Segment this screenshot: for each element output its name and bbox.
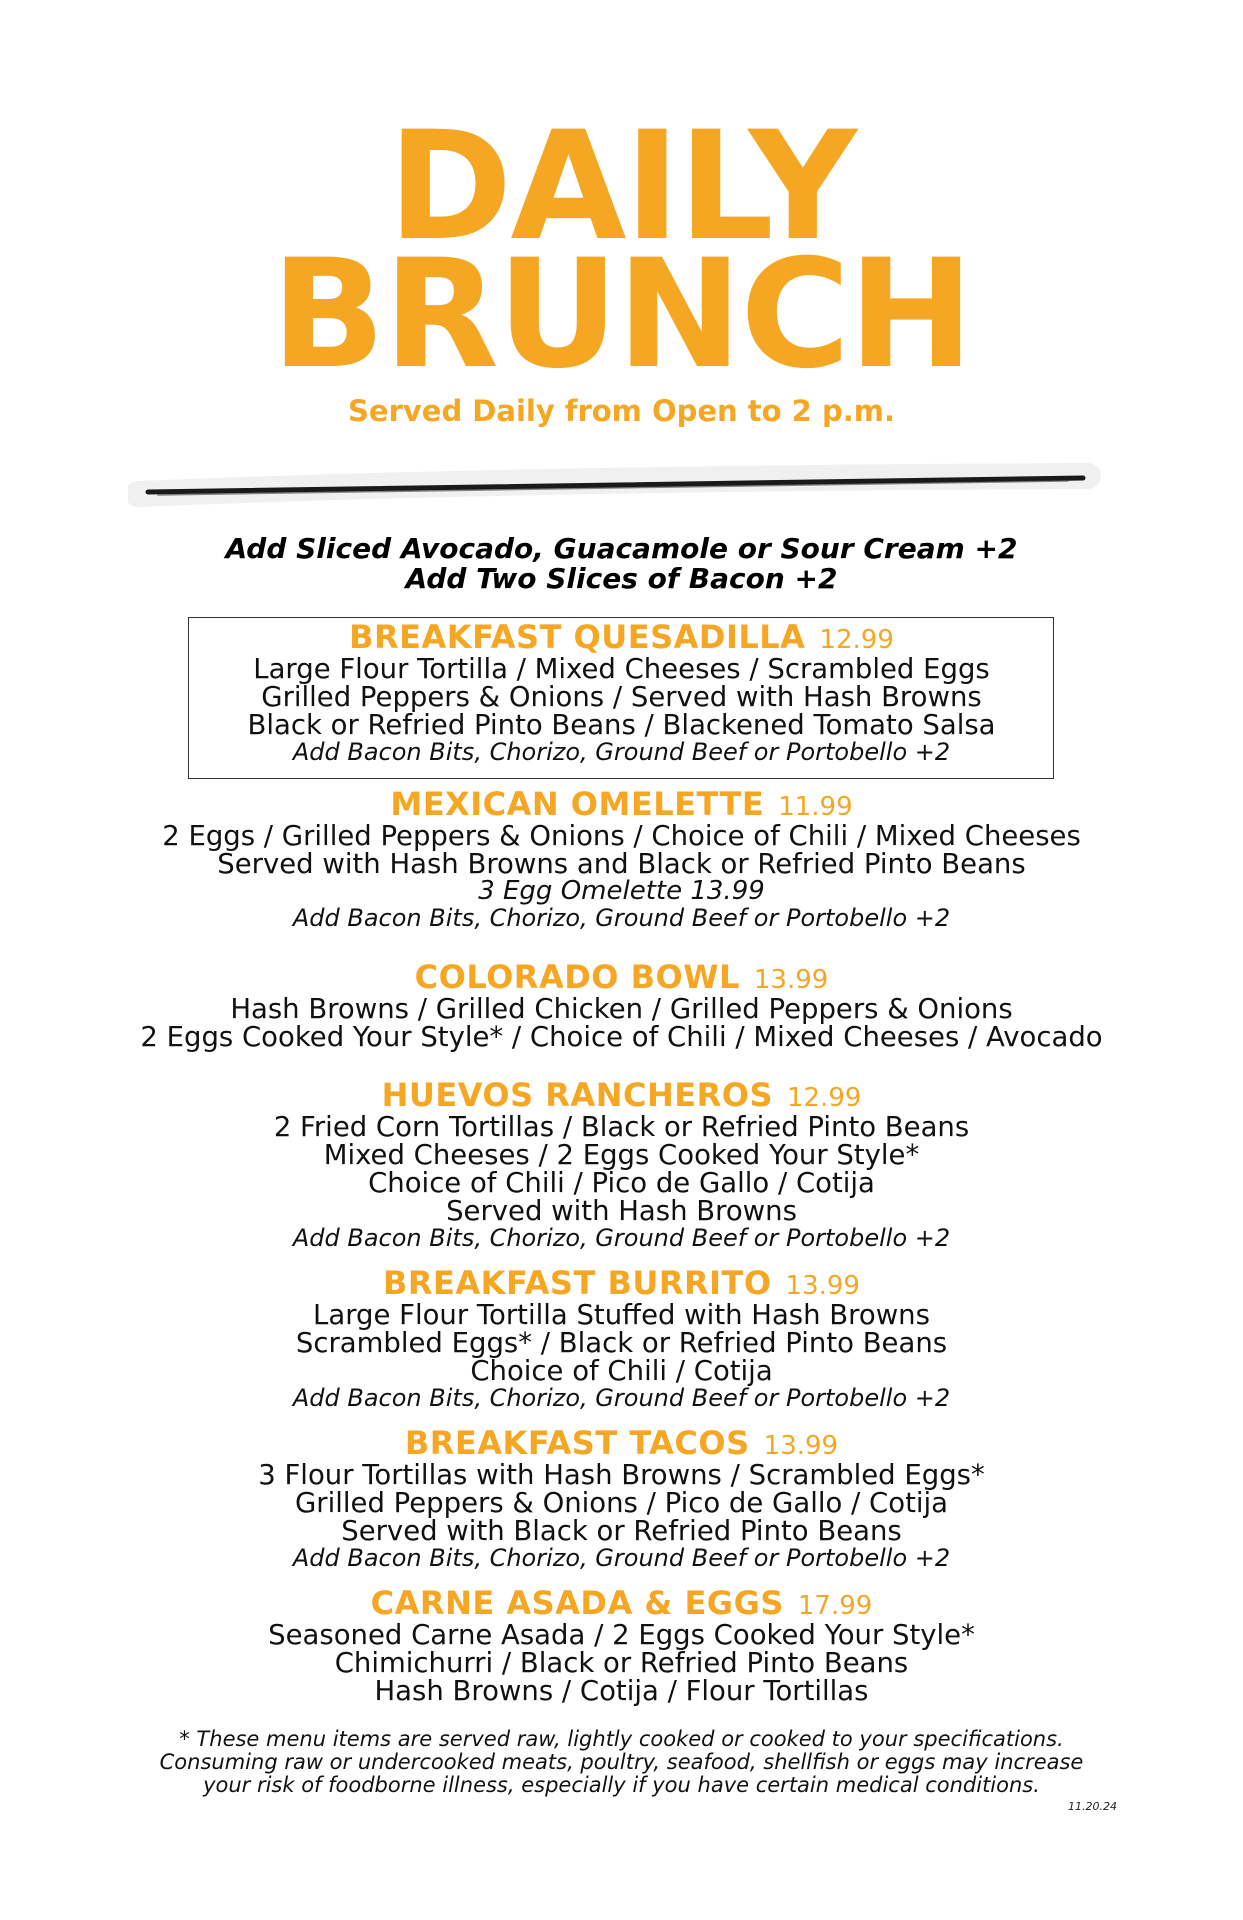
- item-line: Seasoned Carne Asada / 2 Eggs Cooked Your Style*: [268, 1619, 975, 1651]
- menu-item-carne-asada: [0, 1586, 1243, 1705]
- item-line: 2 Eggs / Grilled Peppers & Onions / Choice of Chili / Mixed Cheeses: [162, 820, 1081, 852]
- disclaimer-line: Consuming raw or undercooked meats, poultry, seafood, shellfish or eggs may increase: [159, 1750, 1084, 1774]
- item-line: Hash Browns / Grilled Chicken / Grilled Peppers & Onions: [230, 993, 1013, 1025]
- item-line: Served with Black or Refried Pinto Beans: [341, 1515, 902, 1547]
- item-price: 13.99: [763, 1431, 839, 1461]
- menu-item-colorado-bowl: [0, 960, 1243, 1051]
- item-line: Served with Hash Browns: [446, 1195, 797, 1227]
- item-name: MEXICAN OMELETTE: [390, 785, 765, 823]
- item-name: COLORADO BOWL: [414, 958, 740, 996]
- item-price: 13.99: [753, 965, 829, 995]
- item-line: Grilled Peppers & Onions / Served with Hash Browns: [261, 681, 982, 713]
- item-line: 2 Eggs Cooked Your Style* / Choice of Chili / Mixed Cheeses / Avocado: [140, 1021, 1103, 1053]
- item-name: BREAKFAST BURRITO: [383, 1264, 772, 1302]
- title-daily: DAILY: [387, 100, 856, 274]
- title-brunch: BRUNCH: [271, 228, 972, 402]
- item-line: Choice of Chili / Cotija: [470, 1355, 773, 1387]
- served-hours: Served Daily from Open to 2 p.m.: [348, 394, 895, 428]
- item-name: CARNE ASADA & EGGS: [370, 1584, 784, 1622]
- item-line: Large Flour Tortilla / Mixed Cheeses / Scrambled Eggs: [253, 653, 990, 685]
- item-addon: Add Bacon Bits, Chorizo, Ground Beef or Portobello +2: [292, 1224, 951, 1252]
- item-addon: Add Bacon Bits, Chorizo, Ground Beef or Portobello +2: [292, 904, 951, 932]
- item-addon: Add Bacon Bits, Chorizo, Ground Beef or Portobello +2: [292, 1544, 951, 1572]
- item-line: Choice of Chili / Pico de Gallo / Cotija: [368, 1167, 875, 1199]
- disclaimer-line: * These menu items are served raw, lightly cooked or cooked to your specifications.: [179, 1727, 1064, 1751]
- menu-item-quesadilla: [0, 620, 1243, 765]
- item-name: HUEVOS RANCHEROS: [381, 1076, 773, 1114]
- menu-date-code: 11.20.24: [1068, 1800, 1117, 1813]
- item-price: 12.99: [786, 1083, 862, 1113]
- menu-item-huevos-rancheros: [0, 1078, 1243, 1251]
- item-line: Black or Refried Pinto Beans / Blackened Tomato Salsa: [247, 709, 996, 741]
- item-price: 11.99: [778, 792, 853, 822]
- item-variant: 3 Egg Omelette 13.99: [478, 876, 765, 906]
- brush-stroke-divider: [128, 448, 1108, 518]
- food-safety-disclaimer: [0, 1728, 1243, 1797]
- item-line: Large Flour Tortilla Stuffed with Hash Browns: [313, 1299, 930, 1331]
- item-line: Hash Browns / Cotija / Flour Tortillas: [374, 1675, 869, 1707]
- item-line: Mixed Cheeses / 2 Eggs Cooked Your Style*: [323, 1139, 920, 1171]
- item-addon: Add Bacon Bits, Chorizo, Ground Beef or Portobello +2: [292, 738, 951, 766]
- menu-item-omelette: [0, 787, 1243, 931]
- addon-bacon: Add Two Slices of Bacon +2: [405, 562, 838, 595]
- item-line: Chimichurri / Black or Refried Pinto Beans: [334, 1647, 909, 1679]
- global-addons: [0, 534, 1243, 594]
- item-price: 12.99: [819, 625, 894, 655]
- item-price: 17.99: [797, 1591, 873, 1621]
- disclaimer-line: your risk of foodborne illness, especially if you have certain medical conditions.: [203, 1773, 1040, 1797]
- item-line: Served with Hash Browns and Black or Refried Pinto Beans: [217, 848, 1026, 880]
- menu-item-tacos: [0, 1426, 1243, 1571]
- item-name: BREAKFAST QUESADILLA: [349, 618, 806, 656]
- item-line: Grilled Peppers & Onions / Pico de Gallo / Cotija: [295, 1487, 948, 1519]
- menu-item-burrito: [0, 1266, 1243, 1411]
- item-line: Scrambled Eggs* / Black or Refried Pinto Beans: [295, 1327, 948, 1359]
- item-line: 3 Flour Tortillas with Hash Browns / Scrambled Eggs*: [258, 1459, 985, 1491]
- item-addon: Add Bacon Bits, Chorizo, Ground Beef or Portobello +2: [292, 1384, 951, 1412]
- item-name: BREAKFAST TACOS: [404, 1424, 750, 1462]
- item-price: 13.99: [785, 1271, 860, 1301]
- item-line: 2 Fried Corn Tortillas / Black or Refried Pinto Beans: [273, 1111, 970, 1143]
- addon-avocado: Add Sliced Avocado, Guacamole or Sour Cream +2: [225, 532, 1018, 565]
